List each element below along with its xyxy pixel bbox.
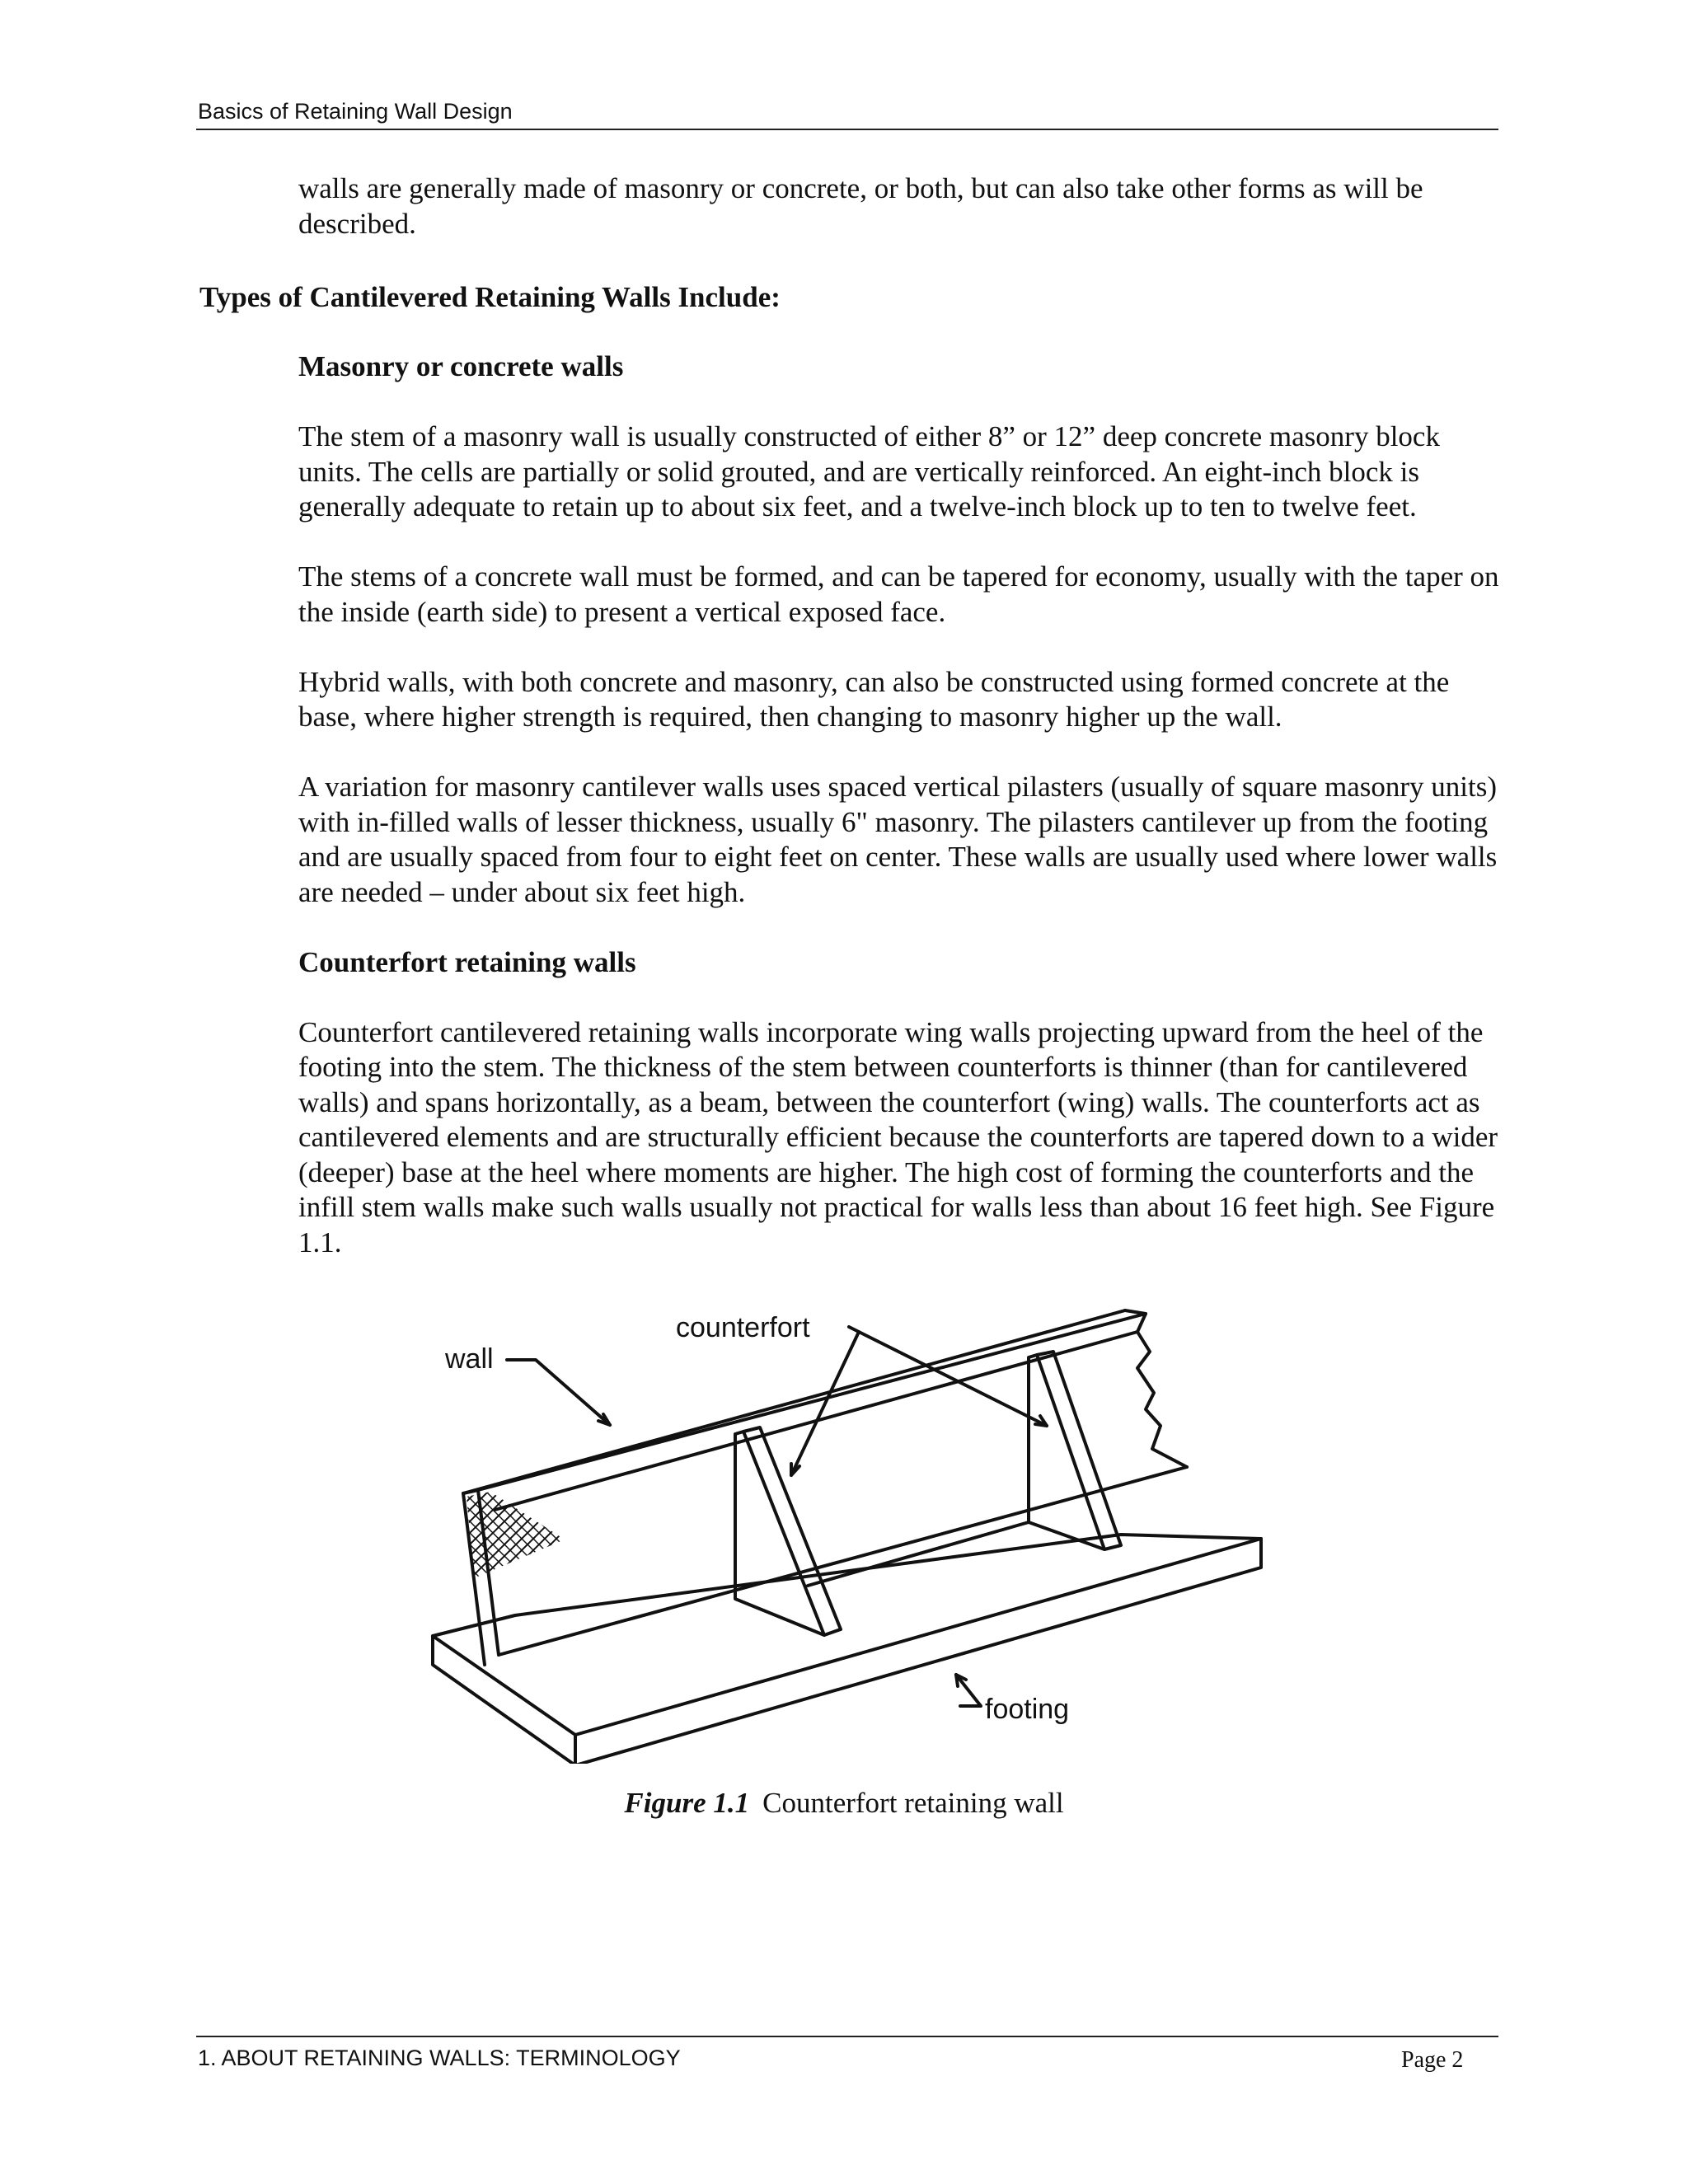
counterfort-heading: Counterfort retaining walls bbox=[298, 945, 636, 978]
masonry-paragraph-4: A variation for masonry cantilever walls uses spaced vertical pilasters (usually of square masonry units) with in-filled walls of lesser thickness, usually 6" masonry. The pilasters cantilever up from the footing and are usually spaced from four to eight feet on center. These walls are usually used where lower walls are needed – under about six feet high. bbox=[298, 771, 1498, 908]
section-heading: Types of Cantilevered Retaining Walls Include: bbox=[199, 281, 781, 313]
footing-leader bbox=[956, 1675, 981, 1706]
footing-right-face bbox=[575, 1539, 1261, 1764]
masonry-paragraph-1: The stem of a masonry wall is usually constructed of either 8” or 12” deep concrete masonry block units. The cells are partially or solid grouted, and are vertically reinforced. An eight-inch block is generally adequate to retain up to about six feet, and a twelve-inch block up to ten to twelve feet. bbox=[298, 420, 1440, 523]
footer-chapter: 1. ABOUT RETAINING WALLS: TERMINOLOGY bbox=[198, 2046, 681, 2070]
masonry-paragraph-2: The stems of a concrete wall must be formed, and can be tapered for economy, usually with the taper on the inside (earth side) to present a vertical exposed face. bbox=[298, 560, 1499, 628]
figure-caption bbox=[0, 1787, 1688, 1820]
figure-number: Figure 1.1 bbox=[624, 1787, 750, 1819]
footer-rule bbox=[196, 2036, 1498, 2037]
label-counterfort: counterfort bbox=[676, 1312, 810, 1343]
masonry-paragraph-3: Hybrid walls, with both concrete and masonry, can also be constructed using formed concrete at the base, where higher strength is required, then changing to masonry higher up the wall. bbox=[298, 665, 1450, 733]
label-footing: footing bbox=[985, 1694, 1070, 1725]
counterfort-2 bbox=[1037, 1352, 1121, 1549]
header-rule bbox=[196, 129, 1498, 130]
counterfort-wall-figure bbox=[412, 1302, 1286, 1764]
page-number: Page 2 bbox=[1401, 2047, 1464, 2073]
footing-top-face bbox=[433, 1535, 1261, 1735]
wall-leader bbox=[507, 1360, 610, 1425]
counterfort-paragraph: Counterfort cantilevered retaining walls incorporate wing walls projecting upward from the heel of the footing into the stem. The thickness of the stem between counterforts is thinner (than for cantilevered walls) and spans horizontally, as a beam, between the counterfort (wing) walls. The counterforts act as cantilevered elements and are structurally efficient because the counterforts are tapered down to a wider (deeper) base at the heel where moments are higher. The high cost of forming the counterforts and the infill stem walls make such walls usually not practical for walls less than about 16 feet high. See Figure 1.1. bbox=[298, 1015, 1498, 1258]
masonry-heading: Masonry or concrete walls bbox=[298, 350, 624, 382]
running-header-title: Basics of Retaining Wall Design bbox=[198, 99, 513, 124]
label-wall: wall bbox=[445, 1343, 494, 1375]
counterfort-1 bbox=[743, 1427, 841, 1635]
intro-paragraph: walls are generally made of masonry or concrete, or both, but can also take other forms as will be described. bbox=[298, 172, 1423, 240]
main-content bbox=[298, 349, 1502, 1296]
figure-caption-text: Counterfort retaining wall bbox=[762, 1787, 1064, 1819]
